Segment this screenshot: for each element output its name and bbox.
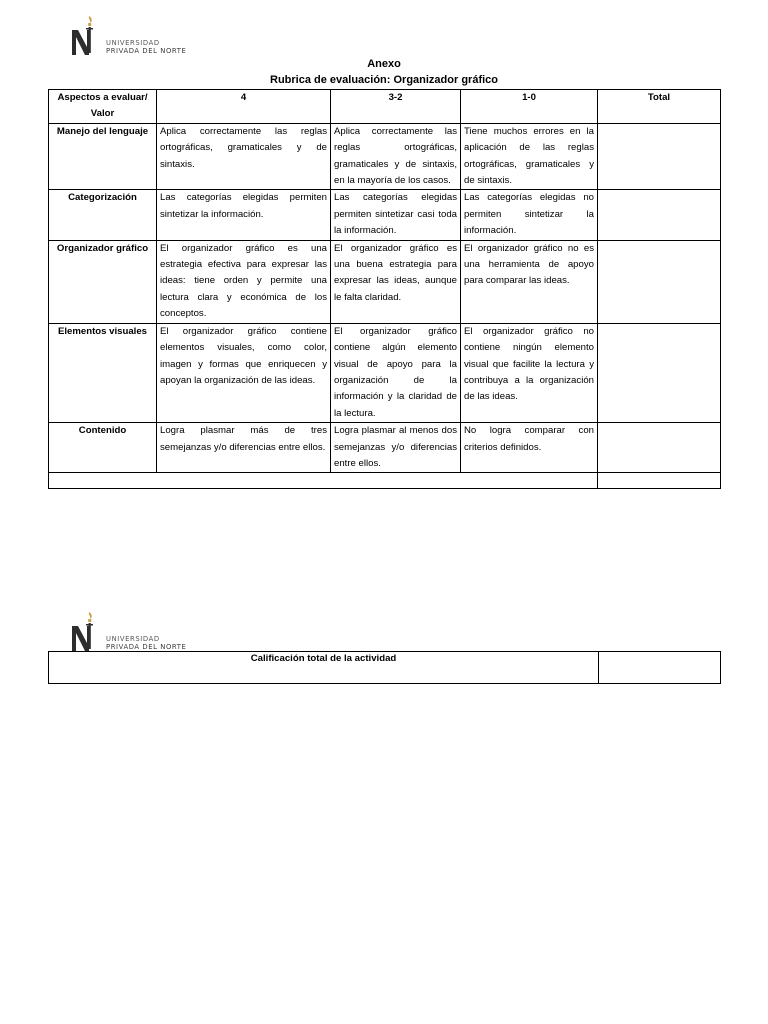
criterion-cell: El organizador gráfico no contiene ningún elemento visual que facilite la lectura y contribuya a la organización de las ideas. xyxy=(461,323,598,422)
university-logo-footer xyxy=(70,610,186,652)
table-row xyxy=(49,190,721,240)
criterion-cell: El organizador gráfico contiene elementos visuales, como color, imagen y formas que enriquecen y apoyan la organización de las ideas. xyxy=(157,323,331,422)
total-grade-row xyxy=(49,652,721,684)
criterion-cell: Logra plasmar más de tres semejanzas y/o diferencias entre ellos. xyxy=(157,423,331,473)
total-cell[interactable] xyxy=(598,423,721,473)
university-emblem-icon xyxy=(70,14,102,56)
aspect-cell: Elementos visuales xyxy=(49,323,157,422)
university-logo xyxy=(70,14,186,56)
criterion-cell: Logra plasmar al menos dos semejanzas y/o diferencias entre ellos. xyxy=(331,423,461,473)
logo-line2: PRIVADA DEL NORTE xyxy=(106,47,187,55)
rubric-title: Rubrica de evaluación: Organizador gráfico xyxy=(270,74,498,86)
header-score-4: 4 xyxy=(157,90,331,124)
header-score-3-2: 3-2 xyxy=(331,90,461,124)
total-cell[interactable] xyxy=(598,240,721,323)
criterion-cell: Las categorías elegidas permiten sintetizar la información. xyxy=(157,190,331,240)
criterion-cell: Tiene muchos errores en la aplicación de las reglas ortográficas, gramaticales y de sintaxis. xyxy=(461,123,598,190)
table-row xyxy=(49,323,721,422)
rubric-table xyxy=(48,89,721,489)
header-total: Total xyxy=(598,90,721,124)
aspect-cell: Contenido xyxy=(49,423,157,473)
table-row xyxy=(49,423,721,473)
table-row xyxy=(49,123,721,190)
header-score-1-0: 1-0 xyxy=(461,90,598,124)
header-aspect: Aspectos a evaluar/ Valor xyxy=(49,90,157,124)
logo-line1: UNIVERSIDAD xyxy=(106,39,160,47)
empty-row xyxy=(49,473,721,489)
logo-text xyxy=(106,635,186,651)
logo-line2: PRIVADA DEL NORTE xyxy=(106,643,187,651)
criterion-cell: Las categorías elegidas no permiten sintetizar la información. xyxy=(461,190,598,240)
total-grade-value[interactable] xyxy=(599,652,721,684)
total-grade-label: Calificación total de la actividad xyxy=(49,652,599,684)
aspect-cell: Categorización xyxy=(49,190,157,240)
table-header-row xyxy=(49,90,721,124)
total-cell[interactable] xyxy=(598,323,721,422)
criterion-cell: El organizador gráfico contiene algún elemento visual de apoyo para la organización de la información y la claridad de la lectura. xyxy=(331,323,461,422)
logo-text xyxy=(106,39,186,55)
aspect-cell: Manejo del lenguaje xyxy=(49,123,157,190)
university-emblem-icon xyxy=(70,610,102,652)
table-row xyxy=(49,240,721,323)
criterion-cell: Aplica correctamente las reglas ortográficas, gramaticales y de sintaxis, en la mayoría de los casos. xyxy=(331,123,461,190)
total-cell[interactable] xyxy=(598,190,721,240)
aspect-cell: Organizador gráfico xyxy=(49,240,157,323)
total-grade-table xyxy=(48,651,721,684)
criterion-cell: No logra comparar con criterios definidos. xyxy=(461,423,598,473)
criterion-cell: El organizador gráfico es una buena estrategia para expresar las ideas, aunque le falta claridad. xyxy=(331,240,461,323)
total-cell[interactable] xyxy=(598,123,721,190)
criterion-cell: Aplica correctamente las reglas ortográficas, gramaticales y de sintaxis. xyxy=(157,123,331,190)
annex-title: Anexo xyxy=(367,58,401,70)
criterion-cell: El organizador gráfico no es una herramienta de apoyo para comparar las ideas. xyxy=(461,240,598,323)
logo-line1: UNIVERSIDAD xyxy=(106,635,160,643)
criterion-cell: Las categorías elegidas permiten sintetizar casi toda la información. xyxy=(331,190,461,240)
grand-total-cell[interactable] xyxy=(598,473,721,489)
empty-cell xyxy=(49,473,598,489)
criterion-cell: El organizador gráfico es una estrategia efectiva para expresar las ideas: tiene orden y permite una lectura clara y económica de los conceptos. xyxy=(157,240,331,323)
